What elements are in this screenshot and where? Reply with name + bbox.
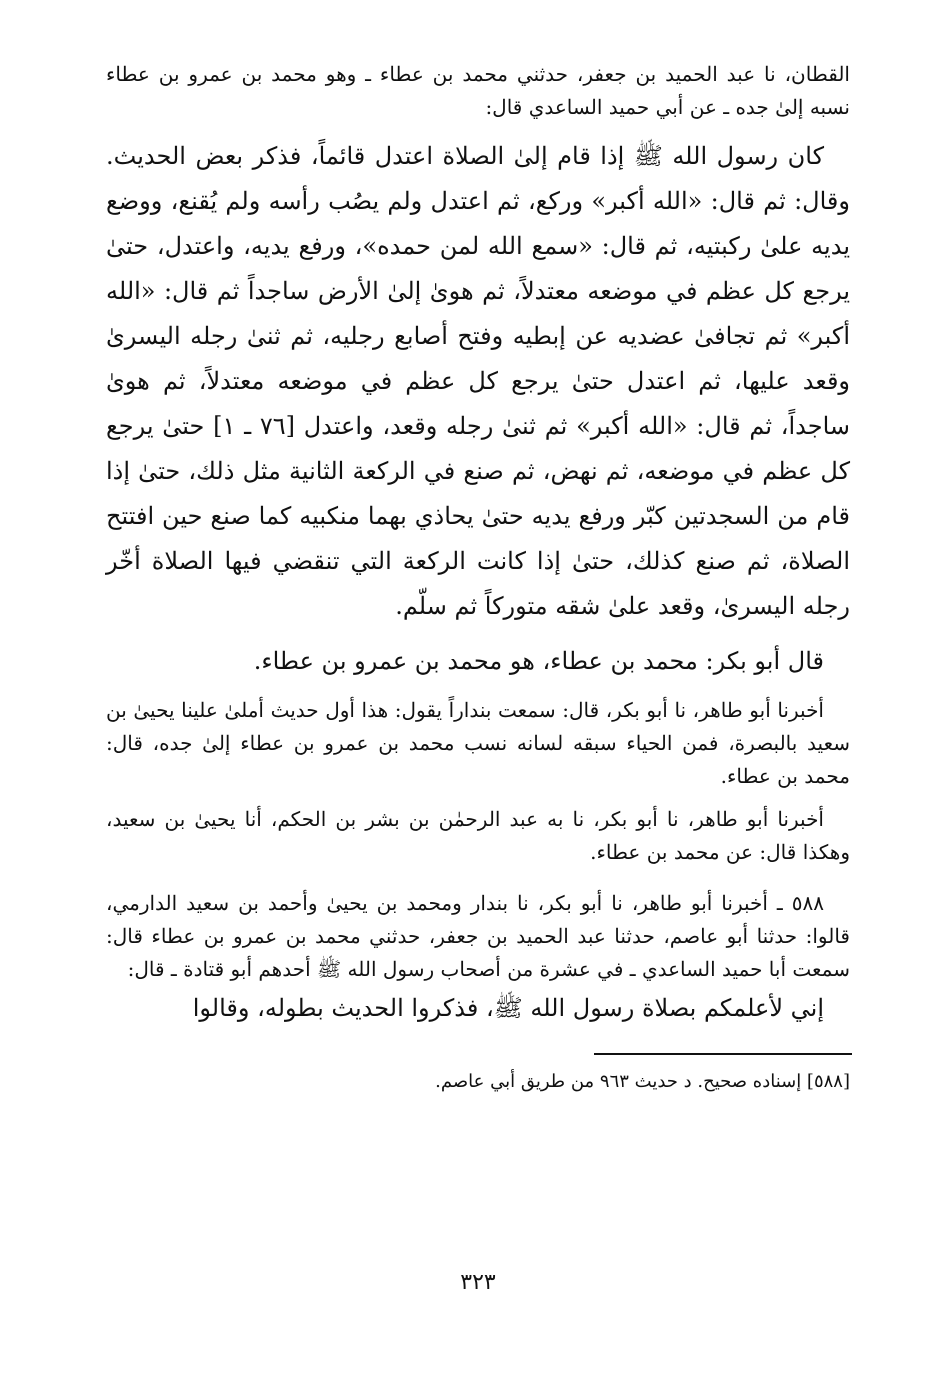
- hadith-text-1: كان رسول الله ﷺ إذا قام إلىٰ الصلاة اعتدل قائماً، فذكر بعض الحديث. وقال: ثم قال: «الله أكبر» وركع، ثم اعتدل ولم يصُب رأسه ولم يُقنع، ووضع يديه علىٰ ركبتيه، ثم قال: «سمع الله لمن حمده»، ورفع يديه، واعتدل، حتىٰ يرجع كل عظم في موضعه معتدلاً، ثم هوىٰ إلىٰ الأرض ساجداً ثم قال: «الله أكبر» ثم تجافىٰ عضديه عن إبطيه وفتح أصابع رجليه، ثم ثنىٰ رجله اليسرىٰ وقعد عليها، ثم اعتدل حتىٰ يرجع كل عظم في موضعه معتدلاً، ثم هوىٰ ساجداً، ثم قال: «الله أكبر» ثم ثنىٰ رجله وقعد، واعتدل [٧٦ ـ ١] حتىٰ يرجع كل عظم في موضعه، ثم نهض، ثم صنع في الركعة الثانية مثل ذلك، حتىٰ إذا قام من السجدتين كبّر ورفع يديه حتىٰ يحاذي بهما منكبيه كما صنع حين افتتح الصلاة، ثم صنع كذلك، حتىٰ إذا كانت الركعة التي تنقضي فيها الصلاة أخّر رجله اليسرىٰ، وقعد علىٰ شقه متوركاً ثم سلّم.: [106, 142, 851, 620]
- hadith-588-text: إني لأعلمكم بصلاة رسول الله ﷺ، فذكروا الحديث بطوله، وقالوا: [192, 994, 824, 1022]
- abu-bakr-comment: قال أبو بكر: محمد بن عطاء، هو محمد بن عمرو بن عطاء.: [253, 647, 824, 675]
- chain-of-narration-1: القطان، نا عبد الحميد بن جعفر، حدثني محمد بن عطاء ـ وهو محمد بن عمرو بن عطاء نسبه إلىٰ جده ـ عن أبي حميد الساعدي قال:: [106, 62, 850, 119]
- footnote-588: [٥٨٨] إسناده صحيح. د حديث ٩٦٣ من طريق أبي عاصم.: [435, 1071, 850, 1092]
- footnote-divider: [106, 1053, 850, 1055]
- page-number: ٣٢٣: [460, 1270, 496, 1295]
- hadith-588-chain: ٥٨٨ ـ أخبرنا أبو طاهر، نا أبو بكر، نا بندار ومحمد بن يحيىٰ وأحمد بن سعيد الدارمي، قالوا: حدثنا أبو عاصم، حدثنا عبد الحميد بن جعفر، حدثني محمد بن عمرو بن عطاء قال: سمعت أبا حميد الساعدي ـ في عشرة من أصحاب رسول الله ﷺ أحدهم أبو قتادة ـ قال:: [106, 891, 850, 981]
- chain-of-narration-3: أخبرنا أبو طاهر، نا أبو بكر، نا به عبد الرحمٰن بن بشر بن الحكم، أنا يحيىٰ بن سعيد، وهكذا قال: عن محمد بن عطاء.: [106, 807, 850, 864]
- page-body: [106, 58, 850, 1348]
- chain-of-narration-2: أخبرنا أبو طاهر، نا أبو بكر، قال: سمعت بنداراً يقول: هذا أول حديث أملىٰ علينا يحيىٰ بن سعيد بالبصرة، فمن الحياء سبقه لسانه نسب محمد بن عمرو بن عطاء إلىٰ جده، قال: محمد بن عطاء.: [106, 698, 850, 788]
